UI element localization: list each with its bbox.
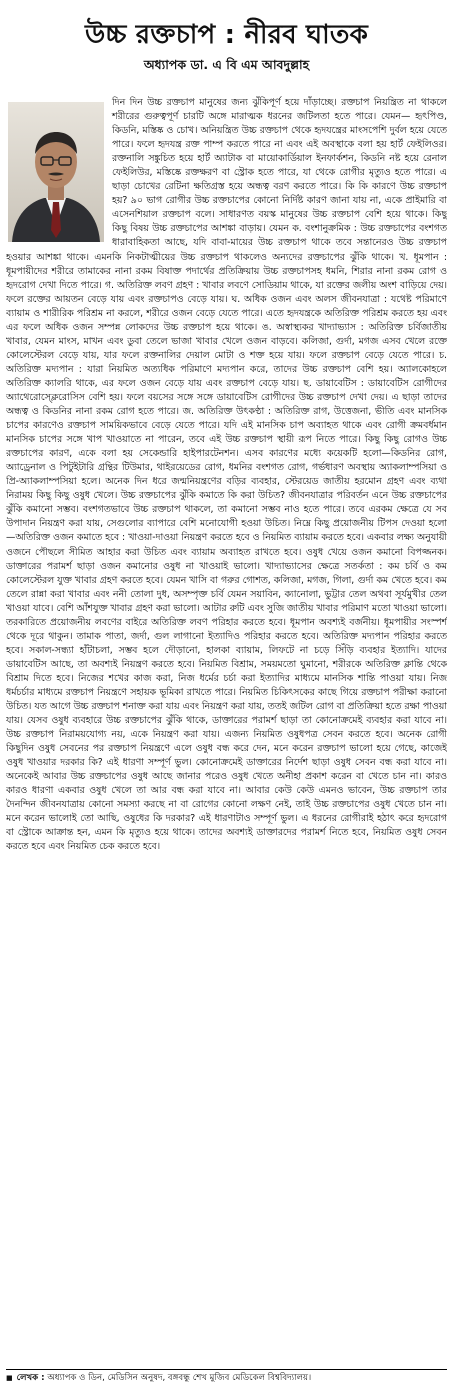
author-portrait-photo bbox=[8, 102, 104, 242]
author-credit bbox=[6, 1369, 447, 1385]
author-credit-label: লেখক : bbox=[16, 1373, 45, 1383]
article-byline: অধ্যাপক ডা. এ বি এম আবদুল্লাহ bbox=[143, 57, 310, 72]
square-bullet-icon: ■ bbox=[6, 1374, 13, 1382]
article-text: দিন দিন উচ্চ রক্তচাপ মানুষের জন্য ঝুঁকিপূর্ণ হয়ে দাঁড়াচ্ছে। রক্তচাপ নিয়ন্ত্রিত না থাকলে শরীরের গুরুত্বপূর্ণ চারটি অঙ্গে মারাত্মক ধরনের জটিলতা হতে পারে। যেমন— হৃৎপিণ্ড, কিডনি, মস্তিষ্ক ও চোখ। অনিয়ন্ত্রিত উচ্চ রক্তচাপ থেকে হৃদযন্ত্রের মাংসপেশি দুর্বল হয়ে যেতে পারে। ফলে হৃদযন্ত্র রক্ত পাম্প করতে পারে না এবং এই অবস্থাকে বলা হয় হার্ট ফেইলিওর। রক্তনালি সঙ্কুচিত হয়ে হার্ট অ্যাটাক বা মায়োকার্ডিয়াল ইনফার্কশন, কিডনি নষ্ট হয়ে রেনাল ফেইলিউর, মস্তিষ্কে রক্তক্ষরণ বা স্ট্রোক হতে পারে, যা থেকে রোগীর মৃত্যুও হতে পারে। এ ছাড়া চোখের রেটিনা ক্ষতিগ্রস্ত হয়ে অন্ধত্ব বরণ করতে পারে। কি কি কারণে উচ্চ রক্তচাপ হয়? ৯০ ভাগ রোগীর উচ্চ রক্তচাপের কোনো নির্দিষ্ট কারণ জানা যায় না, একে প্রাইমারি বা এসেনশিয়াল রক্তচাপ বলে। সাধারণত বয়স্ক মানুষের উচ্চ রক্তচাপ বেশি হয়ে থাকে। কিছু কিছু বিষয় উচ্চ রক্তচাপের আশঙ্কা বাড়ায়। যেমন ক. বংশানুক্রমিক : উচ্চ রক্তচাপের বংশগত ধারাবাহিকতা আছে, যদি বাবা-মায়ের উচ্চ রক্তচাপ থাকে তবে সন্তানেরও উচ্চ রক্তচাপ হওয়ার আশঙ্কা থাকে। এমনকি নিকটাত্মীয়ের উচ্চ রক্তচাপ থাকলেও অন্যদের রক্তচাপের ঝুঁকি থাকে। খ. ধূমপান : ধূমপায়ীদের শরীরে তামাকের নানা রকম বিষাক্ত পদার্থের প্রতিক্রিয়ায় উচ্চ রক্তচাপসহ ধমনি, শিরার নানা রকম রোগ ও হৃদরোগ দেখা দিতে পারে। গ. অতিরিক্ত লবণ গ্রহণ : খাবার লবণে সোডিয়াম থাকে, যা রক্তের জলীয় অংশ বাড়িয়ে দেয়। ফলে রক্তের আয়তন বেড়ে যায় এবং রক্তচাপও বেড়ে যায়। ঘ. অধিক ওজন এবং অলস জীবনযাত্রা : যথেষ্ট পরিমাণে ব্যায়াম ও শারীরিক পরিশ্রম না করলে, শরীরে ওজন বেড়ে যেতে পারে। এতে হৃদযন্ত্রকে অতিরিক্ত পরিশ্রম করতে হয় এবং এর ফলে অধিক ওজন সম্পন্ন লোকদের উচ্চ রক্তচাপ হয়ে থাকে। ঙ. অস্বাস্থ্যকর খাদ্যাভ্যাস : অতিরিক্ত চর্বিজাতীয় খাবার, যেমন মাংস, মাখন এবং ডুবা তেলে ভাজা খাবার খেলে ওজন বাড়বে। কলিজা, গুর্দা, মগজ এসব খেলে রক্তে কোলেস্টেরল বেড়ে যায়, যার ফলে রক্তনালির দেয়াল মোটা ও শক্ত হয়ে যায়। ফলে রক্তচাপ বেড়ে যেতে পারে। চ. অতিরিক্ত মদ্যপান : যারা নিয়মিত অত্যধিক পরিমাণে মদ্যপান করে, তাদের উচ্চ রক্তচাপ বেশি হয়। অ্যালকোহলে অতিরিক্ত ক্যালরি থাকে, এর ফলে ওজন বেড়ে যায় এবং রক্তচাপ বেড়ে যায়। ছ. ডায়াবেটিস : ডায়াবেটিস রোগীদের অ্যাথেরোস্ক্লেরোসিস বেশি হয়। ফলে বয়সের সঙ্গে সঙ্গে ডায়াবেটিস রোগীদের উচ্চ রক্তচাপ দেখা দেয়। এ ছাড়া তাদের অন্ধত্ব ও কিডনির নানা রকম রোগ হতে পারে। জ. অতিরিক্ত উৎকণ্ঠা : অতিরিক্ত রাগ, উত্তেজনা, ভীতি এবং মানসিক চাপের কারণেও রক্তচাপ সাময়িকভাবে বেড়ে যেতে পারে। যদি এই মানসিক চাপ অব্যাহত থাকে এবং রোগী ক্রমবর্ধমান মানসিক চাপের সঙ্গে খাপ খাওয়াতে না পারেন, তবে এই উচ্চ রক্তচাপ স্থায়ী রূপ নিতে পারে। কিছু কিছু রোগও উচ্চ রক্তচাপের কারণ, একে বলা হয় সেকেন্ডারি হাইপারটেনশন। এসব কারণের মধ্যে কয়েকটি হলো—কিডনির রোগ, অ্যাড্রেনাল ও পিটুইটারি গ্রন্থির টিউমার, থাইরয়েডের রোগ, ধমনির বংশগত রোগ, গর্ভধারণ অবস্থায় অ্যাকলাম্পসিয়া ও প্রি-অ্যাকলাম্পসিয়া হলে। অনেক দিন ধরে জন্মনিয়ন্ত্রণের বড়ির ব্যবহার, স্টেরয়েড জাতীয় হরমোন গ্রহণ এবং ব্যথা নিরাময় কিছু কিছু ওষুধ খেলে। উচ্চ রক্তচাপের ঝুঁকি কমাতে কি করা উচিত? জীবনযাত্রার পরিবর্তন এনে উচ্চ রক্তচাপের ঝুঁকি কমানো সম্ভব। বংশগতভাবে উচ্চ রক্তচাপ থাকলে, তা কমানো সম্ভব নাও হতে পারে। তবে এরকম ক্ষেত্রে যে সব উপাদান নিয়ন্ত্রণ করা যায়, সেগুলোর ব্যাপারে বেশি মনোযোগী হওয়া উচিত। নিম্নে কিছু প্রয়োজনীয় টিপস দেওয়া হলো—অতিরিক্ত ওজন কমাতে হবে : খাওয়া-দাওয়া নিয়ন্ত্রণ করতে হবে ও নিয়মিত ব্যায়াম করতে হবে। একবার লক্ষ্য অনুযায়ী ওজনে পৌছলে সীমিত আহার করা উচিত এবং ব্যায়াম অব্যাহত রাখতে হবে। ওষুধ খেয়ে ওজন কমানো বিপজ্জনক। ডাক্তারের পরামর্শ ছাড়া ওজন কমানোর ওষুধ না খাওয়াই ভালো। খাদ্যাভ্যাসের ক্ষেত্রে সতর্কতা : কম চর্বি ও কম কোলেস্টেরল যুক্ত খাবার গ্রহণ করতে হবে। যেমন খাসি বা গরুর গোশত, কলিজা, মগজ, গিলা, গুর্দা কম খেতে হবে। কম তেলে রান্না করা খাবার এবং ননী তোলা দুধ, অসম্পৃক্ত চর্বি যেমন সয়াবিন, ক্যানোলা, ভুট্টার তেল অথবা সূর্যমুখীর তেল খাওয়া যাবে। বেশি আঁশযুক্ত খাবার গ্রহণ করা ভালো। আটার রুটি এবং সুজি জাতীয় খাবার পরিমাণ মতো খাওয়া ভালো। তরকারিতে প্রয়োজনীয় লবণের বাইরে অতিরিক্ত লবণ পরিহার করতে হবে। ধূমপান অবশ্যই বর্জনীয়। ধূমপায়ীর সংস্পর্শ থেকে দূরে থাকুন। তামাক পাতা, জর্দা, গুল লাগানো ইত্যাদিও পরিহার করতে হবে। অতিরিক্ত মদ্যপান পরিহার করতে হবে। সকাল-সন্ধ্যা হাঁটাচলা, সম্ভব হলে দৌড়ানো, হালকা ব্যায়াম, লিফটে না চড়ে সিঁড়ি ব্যবহার ইত্যাদি। যাদের ডায়াবেটিস আছে, তা অবশ্যই নিয়ন্ত্রণ করতে হবে। নিয়মিত বিশ্রাম, সময়মতো ঘুমানো, শরীরকে অতিরিক্ত ক্লান্তি থেকে বিশ্রাম দিতে হবে। নিজের শখের কাজ করা, নিজ ধর্মের চর্চা করা ইত্যাদির মাধ্যমে মানসিক শান্তি পাওয়া যায়। নিজ ধর্মচর্চার মাধ্যমে রক্তচাপ নিয়ন্ত্রণে সহায়ক ভূমিকা রাখতে পারে। নিয়মিত চিকিৎসকের কাছে গিয়ে রক্তচাপ পরীক্ষা করানো উচিত। যত আগে উচ্চ রক্তচাপ শনাক্ত করা যায় এবং নিয়ন্ত্রণ করা যায়, ততই জটিল রোগ বা প্রতিক্রিয়া হতে রক্ষা পাওয়া যায়। যেসব ওষুধ ব্যবহারে উচ্চ রক্তচাপের ঝুঁকি থাকে, ডাক্তারের পরামর্শ ছাড়া তা কোনোক্রমেই ব্যবহার করা যাবে না। উচ্চ রক্তচাপ নিরাময়যোগ্য নয়, একে নিয়ন্ত্রণ করা যায়। এজন্য নিয়মিত ওষুধপত্র সেবন করতে হবে। অনেক রোগী কিছুদিন ওষুধ সেবনের পর রক্তচাপ নিয়ন্ত্রণে এলে ওষুধ বন্ধ করে দেন, মনে করেন রক্তচাপ ভালো হয়ে গেছে, কাজেই ওষুধ খাওয়ার দরকার কি? এই ধারণা সম্পূর্ণ ভুল। কোনোক্রমেই ডাক্তারের নির্দেশ ছাড়া ওষুধ সেবন বন্ধ করা যাবে না। অনেকেই আবার উচ্চ রক্তচাপের ওষুধ আছে জানার পরেও ওষুধ খেতে অনীহা প্রকাশ করেন বা খেতে চান না। কারও কারও ধারণা একবার ওষুধ খেলে তা আর বন্ধ করা যাবে না। আবার কেউ কেউ এমনও ভাবেন, উচ্চ রক্তচাপ তার দৈনন্দিন জীবনযাত্রায় কোনো সমস্যা করছে না বা রোগের কোনো লক্ষণ নেই, তাই উচ্চ রক্তচাপের ওষুধ খেতে চান না। মনে করেন ভালোই তো আছি, ওষুধের কি দরকার? এই ধারণাটাও সম্পূর্ণ ভুল। এ ধরনের রোগীরাই হঠাৎ করে হৃদরোগ বা স্ট্রোকে আক্রান্ত হন, এমন কি মৃত্যুও হয়ে থাকে। তাদের অবশ্যই ডাক্তারদের পরামর্শ নিতে হবে, নিয়মিত ওষুধ সেবন করতে হবে এবং নিয়মিত চেক করতে হবে। bbox=[6, 97, 447, 853]
article-body bbox=[6, 96, 447, 1336]
author-credit-text: অধ্যাপক ও ডিন, মেডিসিন অনুষদ, বঙ্গবন্ধু শেখ মুজিব মেডিকেল বিশ্ববিদ্যালয়। bbox=[47, 1373, 312, 1383]
author-portrait-icon bbox=[8, 102, 104, 242]
article-headline: উচ্চ রক্তচাপ : নীরব ঘাতক bbox=[85, 20, 368, 50]
